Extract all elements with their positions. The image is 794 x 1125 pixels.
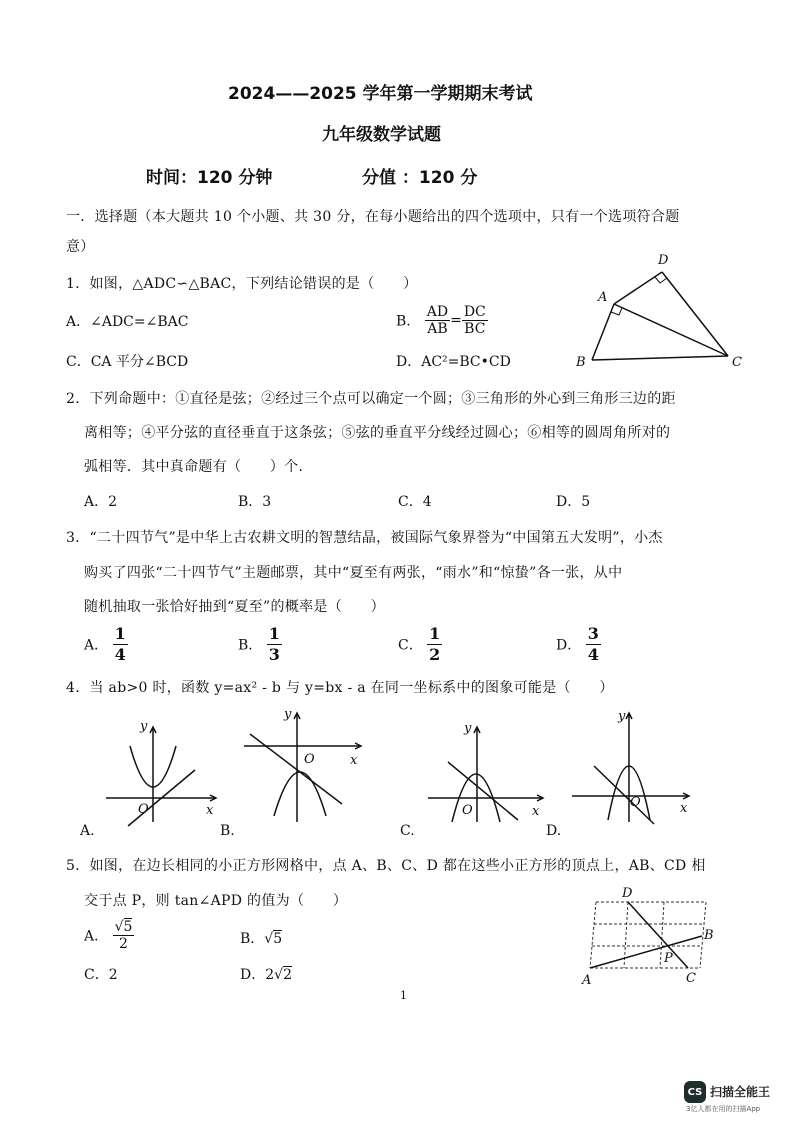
q3-option-a: [84, 624, 128, 665]
q1-stem: 1．如图，△ADC∽△BAC，下列结论错误的是（ ）: [66, 276, 418, 292]
q2-option-c: C．4: [398, 494, 432, 510]
q4-label-c: C.: [400, 823, 415, 839]
q1-option-c: C．CA 平分∠BCD: [66, 354, 189, 370]
q4-graph-a: [100, 718, 225, 828]
q4-d-origin: O: [630, 795, 641, 810]
q5-option-c: C．2: [84, 967, 118, 983]
q4-a-y-label: y: [140, 719, 148, 734]
q3-a-den: 4: [114, 645, 126, 664]
exam-score: 分值 ：120 分: [362, 168, 478, 188]
q2-option-b: B．3: [238, 494, 272, 510]
q2-line1: 2．下列命题中：①直径是弦；②经过三个点可以确定一个圆；③三角形的外心到三角形三边的距: [66, 391, 676, 407]
q1-option-a: A．∠ADC=∠BAC: [66, 314, 189, 330]
q4-label-d: D.: [546, 823, 562, 839]
q3-b-den: 3: [268, 645, 280, 664]
section-heading-line2: 意）: [66, 239, 95, 255]
q5-a-radicand: 5: [123, 919, 133, 935]
q1-b-eq: =: [450, 312, 462, 329]
q5-option-b: [240, 928, 282, 948]
q5-option-d: [240, 964, 292, 984]
q4-d-x-label: x: [680, 801, 688, 816]
q5-label-p: P: [664, 951, 673, 966]
q4-graph-d: [568, 706, 698, 826]
q3-option-d: [556, 624, 601, 665]
q4-label-b: B.: [220, 823, 235, 839]
q4-c-x-label: x: [532, 804, 540, 819]
q3-c-den: 2: [429, 645, 441, 664]
section-heading-line1: 一．选择题（本大题共 10 个小题、共 30 分，在每小题给出的四个选项中，只有一个选项符合题: [66, 209, 680, 225]
q3-c-num: 1: [429, 624, 441, 643]
q4-b-x-label: x: [350, 753, 358, 768]
q1-figure: [570, 252, 760, 377]
q1-label-b: B: [576, 355, 586, 370]
q3-c-label: C．: [398, 637, 423, 654]
q5-option-a: [84, 919, 134, 952]
q5-grid-v1: [590, 902, 596, 968]
q5-segment-dc: [628, 902, 688, 968]
q4-d-y-label: y: [618, 709, 626, 724]
q1-b-den1: AB: [427, 321, 448, 337]
q4-b-line: [250, 734, 342, 804]
scanner-name: 扫描全能王: [710, 1085, 771, 1099]
q1-label-c: C: [732, 355, 742, 370]
q5-line2: 交于点 P，则 tan∠APD 的值为（ ）: [84, 893, 348, 909]
q3-c-fraction: [427, 624, 442, 665]
q1-option-b-fraction-left: [425, 304, 450, 337]
q4-a-x-label: x: [206, 803, 214, 818]
q3-d-den: 4: [587, 645, 599, 664]
q3-line1: 3．“二十四节气”是中华上古农耕文明的智慧结晶，被国际气象界誉为“中国第五大发明”，小杰: [66, 530, 663, 546]
q3-d-fraction: [586, 624, 601, 665]
scanner-tagline: 3亿人都在用的扫描App: [686, 1105, 761, 1113]
q1-label-a: A: [598, 290, 608, 305]
q1-option-d: D．AC²=BC•CD: [396, 354, 511, 370]
q5-d-sqrt: √2: [274, 967, 292, 983]
q3-option-c: [398, 624, 442, 665]
q1-option-b: [396, 304, 488, 337]
q3-option-b: [238, 624, 282, 665]
q5-line1: 5．如图，在边长相同的小正方形网格中，点 A、B、C、D 都在这些小正方形的顶点上，AB、CD 相: [66, 858, 706, 874]
q4-c-line: [448, 762, 518, 820]
q5-label-d: D: [622, 886, 633, 901]
exam-title: 2024——2025 学年第一学期期末考试: [228, 84, 533, 104]
scanner-logo: CS: [684, 1081, 706, 1103]
q1-b-num1: AD: [426, 304, 449, 320]
q3-a-label: A．: [84, 637, 109, 654]
q3-d-num: 3: [587, 624, 599, 643]
q5-a-numerator: √5: [114, 919, 133, 935]
q5-b-radicand: 5: [273, 931, 283, 947]
q4-b-parabola: [274, 772, 326, 816]
q1-right-angle-D: [655, 277, 667, 283]
q4-stem: 4．当 ab>0 时，函数 y=ax² - b 与 y=bx - a 在同一坐标系中的图象可能是（ ）: [66, 680, 614, 696]
q5-label-c: C: [686, 971, 696, 986]
q5-d-label: D．2: [240, 967, 275, 983]
q4-graph-b: [240, 706, 370, 826]
q1-option-b-fraction-right: [462, 304, 488, 337]
q2-option-d: D．5: [556, 494, 591, 510]
q3-b-num: 1: [268, 624, 280, 643]
q5-label-b: B: [704, 928, 714, 943]
q3-b-fraction: [267, 624, 282, 665]
q4-c-origin: O: [462, 803, 473, 818]
q1-b-num2: DC: [463, 304, 486, 320]
q3-line3: 随机抽取一张恰好抽到“夏至”的概率是（ ）: [84, 599, 385, 615]
q1-edge-DC: [662, 272, 728, 356]
q4-graph-c: [424, 718, 554, 828]
q5-label-a: A: [582, 973, 592, 988]
q1-b-den2: BC: [464, 321, 486, 337]
q1-edge-BC: [592, 356, 728, 360]
q1-option-b-label: B．: [396, 313, 421, 330]
q1-label-d: D: [658, 253, 669, 268]
q4-a-origin: O: [138, 802, 149, 817]
q5-a-fraction: [113, 919, 135, 952]
q3-d-label: D．: [556, 637, 582, 654]
q4-b-y-label: y: [284, 707, 292, 722]
q5-d-radicand: 2: [283, 967, 292, 983]
q2-line2: 离相等；④平分弦的直径垂直于这条弦；⑤弦的垂直平分线经过圆心；⑥相等的圆周角所对的: [84, 425, 671, 441]
q5-b-sqrt: √5: [264, 931, 283, 947]
q4-b-origin: O: [304, 752, 315, 767]
q2-option-a: A．2: [84, 494, 118, 510]
exam-subtitle: 九年级数学试题: [322, 125, 441, 145]
q5-a-den: 2: [119, 936, 128, 952]
q5-figure: [576, 884, 726, 994]
exam-time: 时间：120 分钟: [146, 168, 273, 188]
q5-b-label: B．: [240, 931, 265, 947]
q2-line3: 弧相等．其中真命题有（ ）个．: [84, 459, 313, 475]
q3-a-num: 1: [114, 624, 126, 643]
q3-b-label: B．: [238, 637, 263, 654]
q1-edge-AC: [614, 304, 728, 356]
q1-edge-AD: [614, 272, 662, 304]
q5-a-label: A．: [84, 928, 109, 945]
q4-c-y-label: y: [464, 721, 472, 736]
q1-edge-BA: [592, 304, 614, 360]
page-number: 1: [400, 989, 407, 1002]
q5-segment-ab: [590, 936, 702, 968]
q4-label-a: A.: [80, 823, 95, 839]
q3-line2: 购买了四张“二十四节气”主题邮票，其中“夏至有两张，“雨水”和“惊蛰”各一张，从中: [84, 565, 623, 581]
q3-a-fraction: [113, 624, 128, 665]
